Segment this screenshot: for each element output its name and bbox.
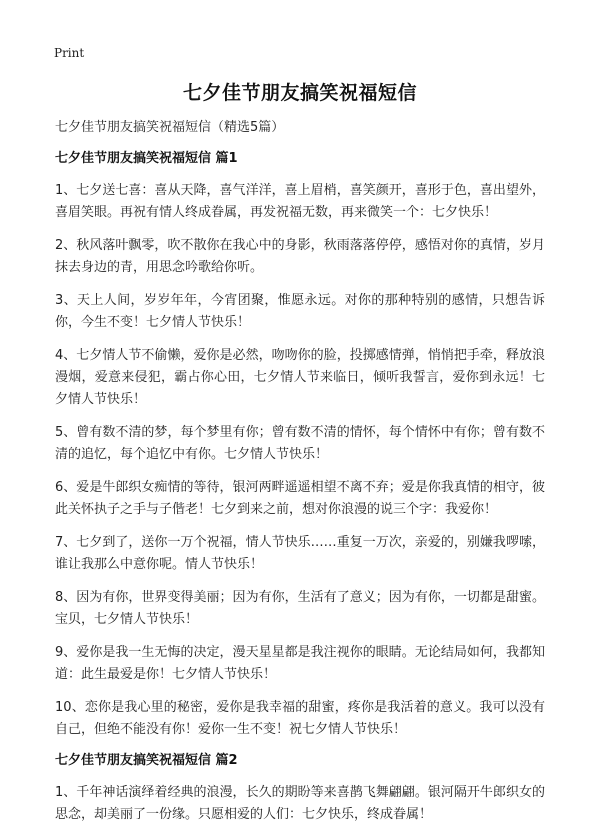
paragraph: 10、恋你是我心里的秘密，爱你是我幸福的甜蜜，疼你是我活着的意义。我可以没有自己，但绝不能没有你！爱你一生不变！祝七夕情人节快乐！ — [55, 700, 545, 737]
paragraph: 2、秋风落叶飘零，吹不散你在我心中的身影，秋雨落落停停，感悟对你的真情，岁月抹去身边的青，用思念吟歌给你听。 — [55, 238, 545, 275]
print-link[interactable]: Print — [54, 46, 85, 60]
paragraph: 5、曾有数不清的梦，每个梦里有你；曾有数不清的情怀，每个情怀中有你；曾有数不清的追忆，每个追忆中有你。七夕情人节快乐！ — [55, 425, 545, 462]
article-subtitle: 七夕佳节朋友搞笑祝福短信（精选5篇） — [55, 120, 285, 135]
paragraph: 7、七夕到了，送你一万个祝福，情人节快乐……重复一万次，亲爱的，别嫌我啰嗦，谁让我那么中意你呢。情人节快乐！ — [55, 535, 545, 572]
paragraph: 4、七夕情人节不偷懒，爱你是必然，吻吻你的脸，投掷感情弹，悄悄把手牵，释放浪漫烟，爱意来侵犯，霸占你心田，七夕情人节来临日，倾听我誓言，爱你到永远！七夕情人节快乐！ — [55, 348, 545, 407]
section-heading-2: 七夕佳节朋友搞笑祝福短信 篇2 — [55, 753, 238, 768]
page-title: 七夕佳节朋友搞笑祝福短信 — [182, 82, 417, 104]
paragraph: 3、天上人间，岁岁年年，今宵团聚，惟愿永远。对你的那种特别的感情，只想告诉你，今生不变！七夕情人节快乐！ — [55, 293, 545, 330]
paragraph: 9、爱你是我一生无悔的决定，漫天星星都是我注视你的眼睛。无论结局如何，我都知道：此生最爱是你！七夕情人节快乐！ — [55, 645, 545, 682]
article-body — [55, 119, 545, 837]
paragraph: 1、七夕送七喜：喜从天降，喜气洋洋，喜上眉梢，喜笑颜开，喜形于色，喜出望外，喜眉笑眼。再祝有情人终成眷属，再发祝福无数，再来微笑一个：七夕快乐！ — [55, 183, 545, 220]
paragraph: 6、爱是牛郎织女痴情的等待，银河两畔遥遥相望不离不弃；爱是你我真情的相守，彼此关怀执子之手与子偕老！七夕到来之前，想对你浪漫的说三个字：我爱你！ — [55, 480, 545, 517]
section-heading-1: 七夕佳节朋友搞笑祝福短信 篇1 — [55, 151, 238, 166]
paragraph: 8、因为有你，世界变得美丽；因为有你，生活有了意义；因为有你，一切都是甜蜜。宝贝，七夕情人节快乐！ — [55, 590, 545, 627]
paragraph: 1、千年神话演绎着经典的浪漫，长久的期盼等来喜鹊飞舞翩翩。银河隔开牛郎织女的思念，却美丽了一份缘。只愿相爱的人们：七夕快乐，终成眷属！ — [55, 785, 545, 822]
